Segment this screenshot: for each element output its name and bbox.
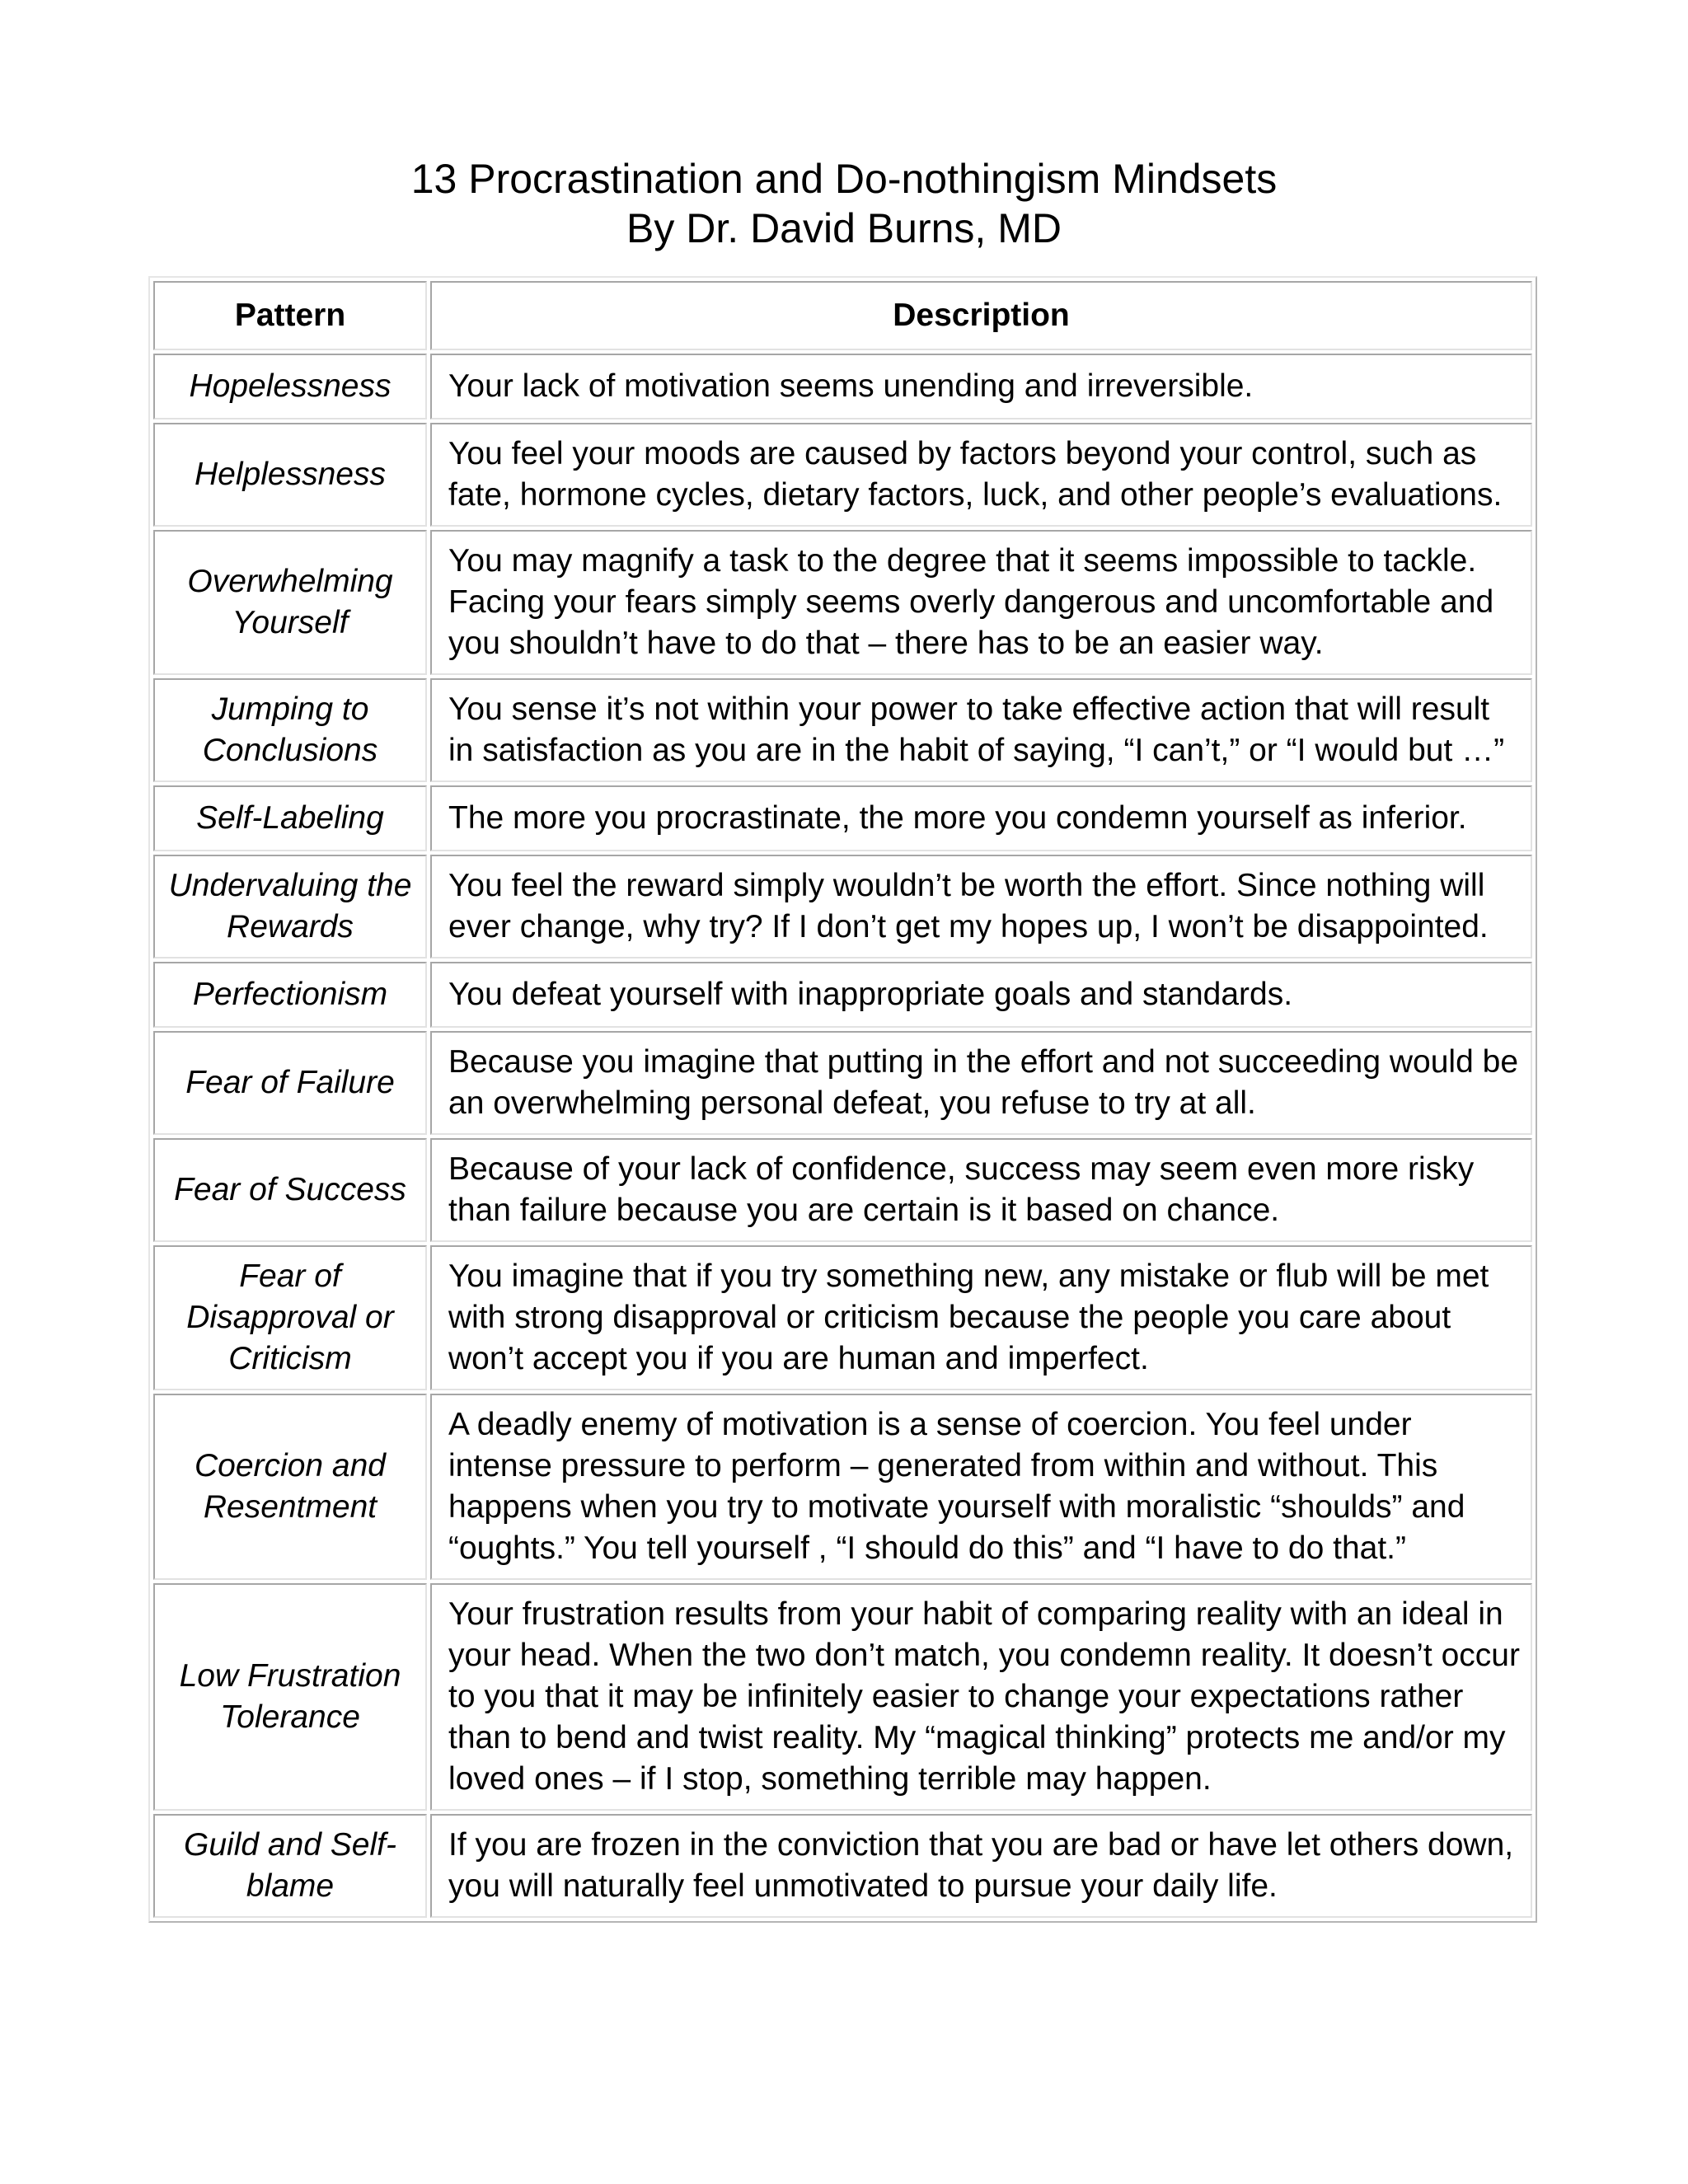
header-pattern: Pattern bbox=[153, 281, 427, 350]
pattern-cell: Low Frustration Tolerance bbox=[153, 1583, 427, 1811]
mindsets-table bbox=[148, 276, 1537, 1923]
description-cell: You imagine that if you try something new, any mistake or flub will be met with strong disapproval or criticism because the people you care about won’t accept you if you are human and imperfect. bbox=[430, 1245, 1532, 1390]
description-cell: Your lack of motivation seems unending and irreversible. bbox=[430, 354, 1532, 419]
header-description: Description bbox=[430, 281, 1532, 350]
table-row bbox=[153, 1814, 1532, 1918]
description-cell: You feel the reward simply wouldn’t be worth the effort. Since nothing will ever change, why try? If I don’t get my hopes up, I won’t be disappointed. bbox=[430, 855, 1532, 958]
description-cell: If you are frozen in the conviction that you are bad or have let others down, you will naturally feel unmotivated to pursue your daily life. bbox=[430, 1814, 1532, 1918]
table-row bbox=[153, 855, 1532, 958]
title-line-2: By Dr. David Burns, MD bbox=[626, 205, 1062, 251]
table-row bbox=[153, 1583, 1532, 1811]
table-row bbox=[153, 530, 1532, 675]
description-cell: The more you procrastinate, the more you condemn yourself as inferior. bbox=[430, 785, 1532, 851]
pattern-cell: Guild and Self-blame bbox=[153, 1814, 427, 1918]
pattern-cell: Coercion and Resentment bbox=[153, 1394, 427, 1580]
table-row bbox=[153, 678, 1532, 782]
pattern-cell: Self-Labeling bbox=[153, 785, 427, 851]
description-cell: A deadly enemy of motivation is a sense of coercion. You feel under intense pressure to perform – generated from within and without. This happens when you try to motivate yourself with moralistic “shoulds” and “oughts.” You tell yourself , “I should do this” and “I have to do that.” bbox=[430, 1394, 1532, 1580]
table-row bbox=[153, 1031, 1532, 1135]
description-cell: Because of your lack of confidence, success may seem even more risky than failure because you are certain is it based on chance. bbox=[430, 1138, 1532, 1242]
table-row bbox=[153, 1138, 1532, 1242]
table-row bbox=[153, 962, 1532, 1028]
description-cell: You feel your moods are caused by factors beyond your control, such as fate, hormone cycles, dietary factors, luck, and other people’s evaluations. bbox=[430, 423, 1532, 527]
pattern-cell: Overwhelming Yourself bbox=[153, 530, 427, 675]
description-cell: You may magnify a task to the degree that it seems impossible to tackle. Facing your fears simply seems overly dangerous and uncomfortable and you shouldn’t have to do that – there has to be an easier way. bbox=[430, 530, 1532, 675]
pattern-cell: Helplessness bbox=[153, 423, 427, 527]
table-row bbox=[153, 1394, 1532, 1580]
pattern-cell: Fear of Success bbox=[153, 1138, 427, 1242]
pattern-cell: Hopelessness bbox=[153, 354, 427, 419]
pattern-cell: Jumping to Conclusions bbox=[153, 678, 427, 782]
table-header-row bbox=[153, 281, 1532, 350]
description-cell: Because you imagine that putting in the effort and not succeeding would be an overwhelming personal defeat, you refuse to try at all. bbox=[430, 1031, 1532, 1135]
document-title bbox=[0, 154, 1688, 253]
table-row bbox=[153, 785, 1532, 851]
table-row bbox=[153, 423, 1532, 527]
pattern-cell: Fear of Disapproval or Criticism bbox=[153, 1245, 427, 1390]
pattern-cell: Perfectionism bbox=[153, 962, 427, 1028]
description-cell: You defeat yourself with inappropriate goals and standards. bbox=[430, 962, 1532, 1028]
description-cell: You sense it’s not within your power to take effective action that will result in satisfaction as you are in the habit of saying, “I can’t,” or “I would but …” bbox=[430, 678, 1532, 782]
mindsets-table-container bbox=[148, 276, 1534, 1923]
pattern-cell: Undervaluing the Rewards bbox=[153, 855, 427, 958]
description-cell: Your frustration results from your habit of comparing reality with an ideal in your head. When the two don’t match, you condemn reality. It doesn’t occur to you that it may be infinitely easier to change your expectations rather than to bend and twist reality. My “magical thinking” protects me and/or my loved ones – if I stop, something terrible may happen. bbox=[430, 1583, 1532, 1811]
table-row bbox=[153, 1245, 1532, 1390]
table-row bbox=[153, 354, 1532, 419]
pattern-cell: Fear of Failure bbox=[153, 1031, 427, 1135]
title-line-1: 13 Procrastination and Do-nothingism Mindsets bbox=[410, 156, 1278, 202]
